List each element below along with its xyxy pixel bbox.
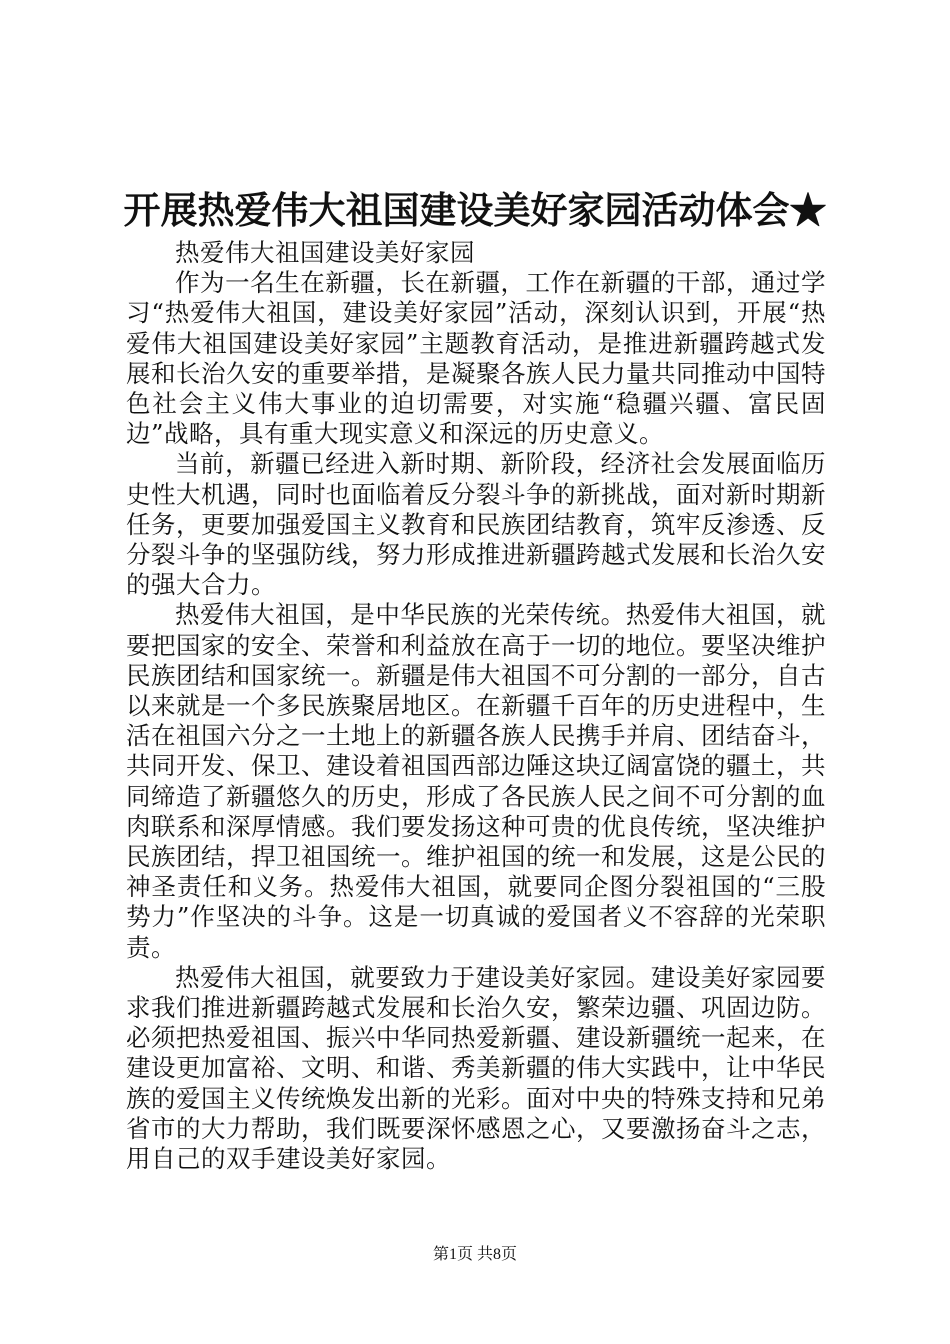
paragraph: 当前，新疆已经进入新时期、新阶段，经济社会发展面临历史性大机遇，同时也面临着反分裂斗争的新挑战，面对新时期新任务，更要加强爱国主义教育和民族团结教育，筑牢反渗透、反分裂斗争的坚强防线，努力形成推进新疆跨越式发展和长治久安的强大合力。 [126,449,826,600]
document-title: 开展热爱伟大祖国建设美好家园活动体会★ [123,188,827,232]
document-body [126,238,826,1174]
paragraph: 热爱伟大祖国，是中华民族的光荣传统。热爱伟大祖国，就要把国家的安全、荣誉和利益放在高于一切的地位。要坚决维护民族团结和国家统一。新疆是伟大祖国不可分割的一部分，自古以来就是一个多民族聚居地区。在新疆千百年的历史进程中，生活在祖国六分之一土地上的新疆各族人民携手并肩、团结奋斗，共同开发、保卫、建设着祖国西部边陲这块辽阔富饶的疆土，共同缔造了新疆悠久的历史，形成了各民族人民之间不可分割的血肉联系和深厚情感。我们要发扬这种可贵的优良传统，坚决维护民族团结，捍卫祖国统一。维护祖国的统一和发展，这是公民的神圣责任和义务。热爱伟大祖国，就要同企图分裂祖国的“三股势力”作坚决的斗争。这是一切真诚的爱国者义不容辞的光荣职责。 [126,600,826,962]
paragraph-subtitle: 热爱伟大祖国建设美好家园 [175,238,475,267]
paragraph: 热爱伟大祖国，就要致力于建设美好家园。建设美好家园要求我们推进新疆跨越式发展和长治久安，繁荣边疆、巩固边防。必须把热爱祖国、振兴中华同热爱新疆、建设新疆统一起来，在建设更加富裕、文明、和谐、秀美新疆的伟大实践中，让中华民族的爱国主义传统焕发出新的光彩。面对中央的特殊支持和兄弟省市的大力帮助，我们既要深怀感恩之心，又要激扬奋斗之志，用自己的双手建设美好家园。 [126,962,826,1174]
page-number-footer: 第1页 共8页 [432,1246,517,1263]
paragraph: 作为一名生在新疆，长在新疆，工作在新疆的干部，通过学习“热爱伟大祖国，建设美好家园”活动，深刻认识到，开展“热爱伟大祖国建设美好家园”主题教育活动，是推进新疆跨越式发展和长治久安的重要举措，是凝聚各族人民力量共同推动中国特色社会主义伟大事业的迫切需要，对实施“稳疆兴疆、富民固边”战略，具有重大现实意义和深远的历史意义。 [126,268,826,449]
